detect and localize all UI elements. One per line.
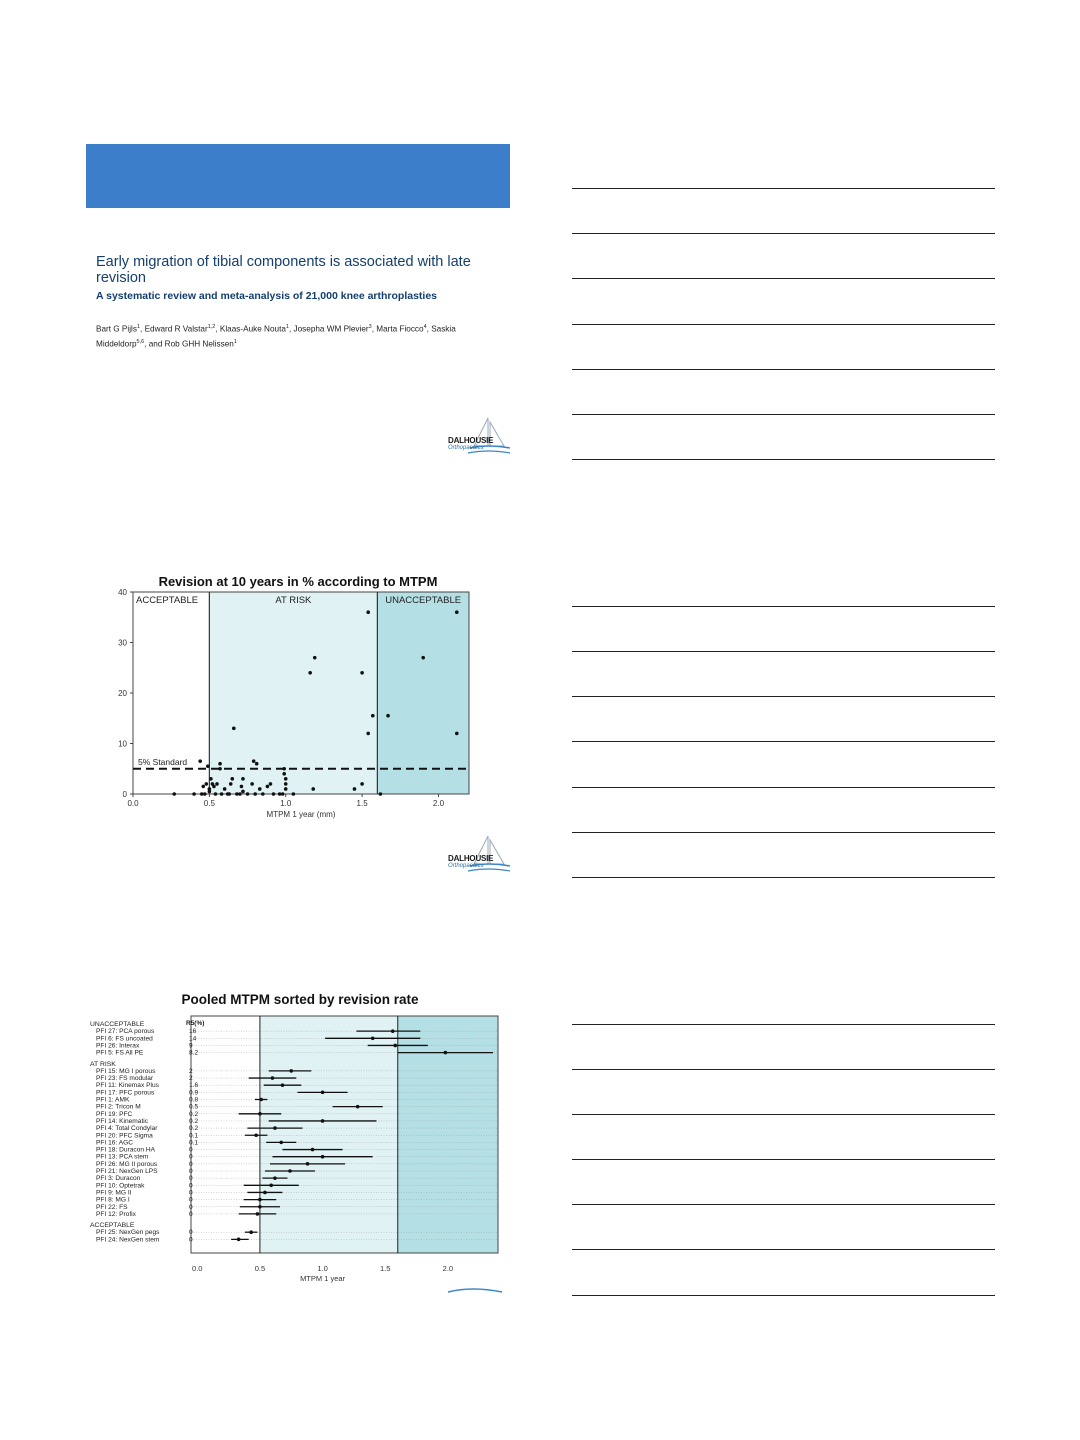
- data-point: [241, 777, 245, 781]
- data-point: [241, 790, 245, 794]
- data-point: [313, 656, 317, 660]
- row-r5: 0: [189, 1196, 193, 1204]
- author-name: Josepha WM Plevier: [293, 324, 369, 334]
- author-affiliation: 1,2: [207, 324, 216, 330]
- paper-subtitle: A systematic review and meta-analysis of 21,000 knee arthroplasties: [96, 290, 438, 302]
- row-label: PFI 12: Profix: [96, 1210, 136, 1218]
- row-r5: 0: [189, 1210, 193, 1218]
- r5-header: R5(%): [186, 1020, 205, 1027]
- data-point: [282, 767, 286, 771]
- row-label: PFI 23: FS modular: [96, 1075, 154, 1083]
- data-point: [421, 656, 425, 660]
- row-label: PFI 9: MG II: [96, 1189, 132, 1197]
- data-point: [198, 759, 202, 763]
- data-point: [455, 610, 459, 614]
- data-point: [353, 787, 357, 791]
- row-label: PFI 3: Duracon: [96, 1175, 141, 1183]
- row-r5: 9: [189, 1042, 193, 1050]
- estimate-point: [289, 1069, 293, 1073]
- estimate-point: [269, 1184, 273, 1188]
- estimate-point: [258, 1112, 262, 1116]
- row-r5: 0.1: [189, 1132, 199, 1140]
- note-line: [572, 369, 995, 370]
- forest-plot: [86, 982, 510, 1302]
- data-point: [284, 777, 288, 781]
- data-point: [455, 732, 459, 736]
- estimate-point: [321, 1119, 325, 1123]
- data-point: [250, 782, 254, 786]
- data-point: [258, 787, 262, 791]
- dalhousie-logo-2: [448, 834, 512, 880]
- reference-line-label: 5% Standard: [138, 756, 188, 767]
- author-affiliation: 1: [233, 338, 237, 345]
- estimate-point: [271, 1076, 275, 1080]
- estimate-point: [254, 1133, 258, 1137]
- data-point: [201, 785, 205, 789]
- data-point: [281, 792, 285, 796]
- row-label: PFI 14: Kinematic: [96, 1117, 149, 1125]
- chart-title: Pooled MTPM sorted by revision rate: [181, 992, 419, 1007]
- author-name: Edward R Valstar: [144, 324, 208, 334]
- y-tick-label: 20: [118, 689, 127, 698]
- wave-logo-mark: [448, 1289, 502, 1292]
- data-point: [366, 610, 370, 614]
- data-point: [379, 792, 383, 796]
- row-r5: 0: [189, 1189, 193, 1197]
- row-label: PFI 22: FS: [96, 1203, 128, 1211]
- data-point: [172, 792, 176, 796]
- row-r5: 0.1: [189, 1139, 199, 1147]
- x-tick-label: 2.0: [442, 1264, 454, 1273]
- note-line: [572, 651, 995, 652]
- estimate-point: [391, 1029, 395, 1033]
- note-line: [572, 877, 995, 878]
- note-line: [572, 233, 995, 234]
- data-point: [269, 782, 273, 786]
- estimate-point: [393, 1044, 397, 1048]
- row-label: PFI 13: PCA stem: [96, 1153, 149, 1161]
- data-point: [371, 714, 375, 718]
- row-label: PFI 10: Optetrak: [96, 1182, 145, 1190]
- estimate-point: [356, 1105, 360, 1109]
- note-line: [572, 787, 995, 788]
- note-line: [572, 459, 995, 460]
- group-label: AT RISK: [90, 1060, 116, 1068]
- row-label: PFI 1: AMK: [96, 1096, 130, 1104]
- author-name: and Rob GHH Nelissen: [148, 339, 234, 349]
- row-label: PFI 4: Total Condylar: [96, 1125, 158, 1133]
- estimate-point: [256, 1212, 260, 1216]
- row-label: PFI 20: PFC Sigma: [96, 1132, 153, 1140]
- row-r5: 0: [189, 1160, 193, 1168]
- note-line: [572, 414, 995, 415]
- note-line: [572, 606, 995, 607]
- note-line: [572, 324, 995, 325]
- row-label: PFI 26: Interax: [96, 1042, 140, 1050]
- estimate-point: [237, 1238, 241, 1242]
- zone-2: [377, 592, 469, 794]
- data-point: [255, 762, 259, 766]
- row-r5: 1.6: [189, 1082, 199, 1090]
- data-point: [218, 767, 222, 771]
- row-r5: 16: [189, 1028, 197, 1036]
- note-line: [572, 278, 995, 279]
- data-point: [230, 777, 234, 781]
- data-point: [311, 787, 315, 791]
- data-point: [218, 762, 222, 766]
- logo-word: DALHOUSIE: [448, 854, 494, 863]
- x-tick-label: 1.0: [280, 799, 292, 808]
- slide-3: [86, 982, 510, 1302]
- data-point: [292, 792, 296, 796]
- author-name: Klaas-Auke Nouta: [219, 324, 286, 334]
- x-tick-label: 1.0: [317, 1264, 328, 1273]
- row-r5: 0: [189, 1153, 193, 1161]
- data-point: [223, 787, 227, 791]
- x-tick-label: 1.5: [380, 1264, 391, 1273]
- row-label: PFI 27: PCA porous: [96, 1028, 155, 1036]
- chart-title: Revision at 10 years in % according to MTPM: [158, 574, 438, 589]
- row-r5: 0.2: [189, 1117, 199, 1125]
- paper-authors: Bart G Pijls$^1$, Edward R Valstar$^{1,2}$, Klaas-Auke Nouta$^1$, Josepha WM Plevier$^3$, Marta Fiocco$^4$, Saskia Middeldorp$^{5,6}$, and Rob GHH Nelissen$^1$: [96, 324, 456, 349]
- data-point: [214, 792, 218, 796]
- y-tick-label: 40: [118, 588, 127, 597]
- row-r5: 0: [189, 1168, 193, 1175]
- row-label: PFI 26: MG II porous: [96, 1160, 158, 1168]
- estimate-point: [273, 1176, 277, 1180]
- paper-title: Early migration of tibial components is associated with late revision: [96, 254, 471, 286]
- data-point: [209, 777, 213, 781]
- logo-sub: Orthopaedics: [448, 445, 484, 451]
- x-tick-label: 2.0: [432, 799, 445, 808]
- data-point: [227, 792, 231, 796]
- data-point: [284, 787, 288, 791]
- author-affiliation: 1: [285, 324, 289, 330]
- row-r5: 0.9: [189, 1089, 199, 1097]
- zone-at-risk: [260, 1016, 398, 1253]
- row-r5: 0.2: [189, 1110, 199, 1118]
- row-r5: 0.8: [189, 1096, 199, 1104]
- data-point: [386, 714, 390, 718]
- note-line: [572, 696, 995, 697]
- row-r5: 0: [189, 1229, 193, 1237]
- slide-2: [86, 562, 510, 882]
- estimate-point: [258, 1198, 262, 1202]
- x-tick-label: 0.0: [192, 1264, 203, 1273]
- row-label: PFI 24: NexGen stem: [96, 1236, 160, 1244]
- group-label: ACCEPTABLE: [90, 1222, 135, 1230]
- x-tick-label: 0.5: [254, 1264, 266, 1273]
- data-point: [308, 671, 312, 675]
- data-point: [253, 792, 257, 796]
- author-name: Bart G Pijls: [96, 324, 137, 334]
- data-point: [192, 792, 196, 796]
- data-point: [232, 727, 236, 731]
- data-point: [360, 671, 364, 675]
- data-point: [215, 782, 219, 786]
- data-point: [266, 785, 270, 789]
- x-tick-label: 0.5: [203, 799, 215, 808]
- estimate-point: [311, 1148, 315, 1152]
- estimate-point: [321, 1155, 325, 1159]
- y-tick-label: 10: [118, 739, 127, 749]
- note-line: [572, 1249, 995, 1250]
- estimate-point: [263, 1191, 267, 1195]
- row-label: PFI 5: FS All PE: [96, 1049, 144, 1057]
- x-tick-label: 1.5: [356, 799, 368, 808]
- row-label: PFI 16: AGC: [96, 1139, 134, 1147]
- data-point: [220, 792, 224, 796]
- row-label: PFI 21: NexGen LPS: [96, 1168, 158, 1175]
- author-affiliation: 1: [136, 324, 141, 330]
- zone-label: UNACCEPTABLE: [385, 595, 462, 606]
- row-r5: 14: [189, 1035, 197, 1043]
- zone-label: ACCEPTABLE: [136, 595, 199, 606]
- author-affiliation: 3: [368, 324, 372, 330]
- data-point: [229, 782, 233, 786]
- row-label: PFI 2: Tricon M: [96, 1103, 141, 1111]
- slide-1: [86, 144, 510, 464]
- author-affiliation: 5,6: [136, 338, 145, 345]
- estimate-point: [444, 1051, 448, 1055]
- dalhousie-logo: [448, 416, 512, 462]
- zone-unacceptable: [398, 1016, 498, 1253]
- note-line: [572, 1114, 995, 1115]
- data-point: [272, 792, 276, 796]
- note-line: [572, 188, 995, 189]
- data-point: [366, 732, 370, 736]
- note-line: [572, 1024, 995, 1025]
- note-line: [572, 1159, 995, 1160]
- data-point: [203, 792, 207, 796]
- estimate-point: [273, 1126, 277, 1130]
- note-line: [572, 741, 995, 742]
- row-r5: 0.2: [189, 1125, 199, 1133]
- data-point: [206, 764, 210, 768]
- data-point: [261, 792, 265, 796]
- row-r5: 0: [189, 1146, 193, 1154]
- row-r5: 8.2: [189, 1049, 199, 1057]
- data-point: [205, 782, 209, 786]
- logo-sub: Orthopaedics: [448, 863, 484, 869]
- row-r5: 0.5: [189, 1103, 199, 1111]
- data-point: [246, 792, 250, 796]
- author-affiliation: 4: [423, 324, 427, 330]
- note-line: [572, 1295, 995, 1296]
- row-label: PFI 6: FS uncoated: [96, 1035, 153, 1043]
- row-label: PFI 18: Duracon HA: [96, 1146, 156, 1154]
- data-point: [252, 759, 256, 763]
- estimate-point: [371, 1037, 375, 1041]
- data-point: [240, 785, 244, 789]
- data-point: [238, 792, 242, 796]
- data-point: [284, 782, 288, 786]
- note-line: [572, 1204, 995, 1205]
- row-label: PFI 8: MG I: [96, 1196, 130, 1204]
- group-label: UNACCEPTABLE: [90, 1021, 145, 1028]
- x-axis-label: MTPM 1 year: [300, 1274, 346, 1283]
- estimate-point: [249, 1230, 253, 1234]
- row-r5: 0: [189, 1203, 193, 1211]
- author-name: Saskia Middeldorp: [96, 324, 456, 349]
- estimate-point: [321, 1091, 325, 1095]
- row-r5: 2: [189, 1067, 193, 1075]
- author-name: Marta Fiocco: [376, 324, 424, 334]
- data-point: [282, 772, 286, 776]
- data-point: [208, 787, 212, 791]
- logo-word: DALHOUSIE: [448, 436, 494, 445]
- slide-title-bar: [86, 144, 510, 208]
- estimate-point: [306, 1162, 310, 1166]
- data-point: [212, 785, 216, 789]
- data-point: [360, 782, 364, 786]
- row-r5: 2: [189, 1075, 193, 1083]
- row-label: PFI 17: PFC porous: [96, 1089, 155, 1097]
- x-tick-label: 0.0: [127, 799, 139, 808]
- estimate-point: [288, 1169, 292, 1173]
- zone-1: [209, 592, 377, 794]
- estimate-point: [281, 1083, 285, 1087]
- row-r5: 0: [189, 1175, 193, 1183]
- note-line: [572, 832, 995, 833]
- y-tick-label: 0: [122, 790, 127, 799]
- estimate-point: [279, 1141, 283, 1145]
- row-label: PFI 19: PFC: [96, 1110, 133, 1118]
- zone-label: AT RISK: [275, 595, 312, 606]
- y-tick-label: 30: [118, 638, 127, 648]
- estimate-point: [259, 1098, 263, 1102]
- scatter-chart: [86, 562, 510, 882]
- estimate-point: [258, 1205, 262, 1209]
- row-r5: 0: [189, 1182, 193, 1190]
- x-axis-label: MTPM 1 year (mm): [266, 810, 336, 819]
- row-r5: 0: [189, 1236, 193, 1244]
- row-label: PFI 11: Kinemax Plus: [96, 1082, 159, 1090]
- note-line: [572, 1069, 995, 1070]
- row-label: PFI 25: NexGen pegs: [96, 1229, 160, 1237]
- row-label: PFI 15: MG I porous: [96, 1067, 156, 1075]
